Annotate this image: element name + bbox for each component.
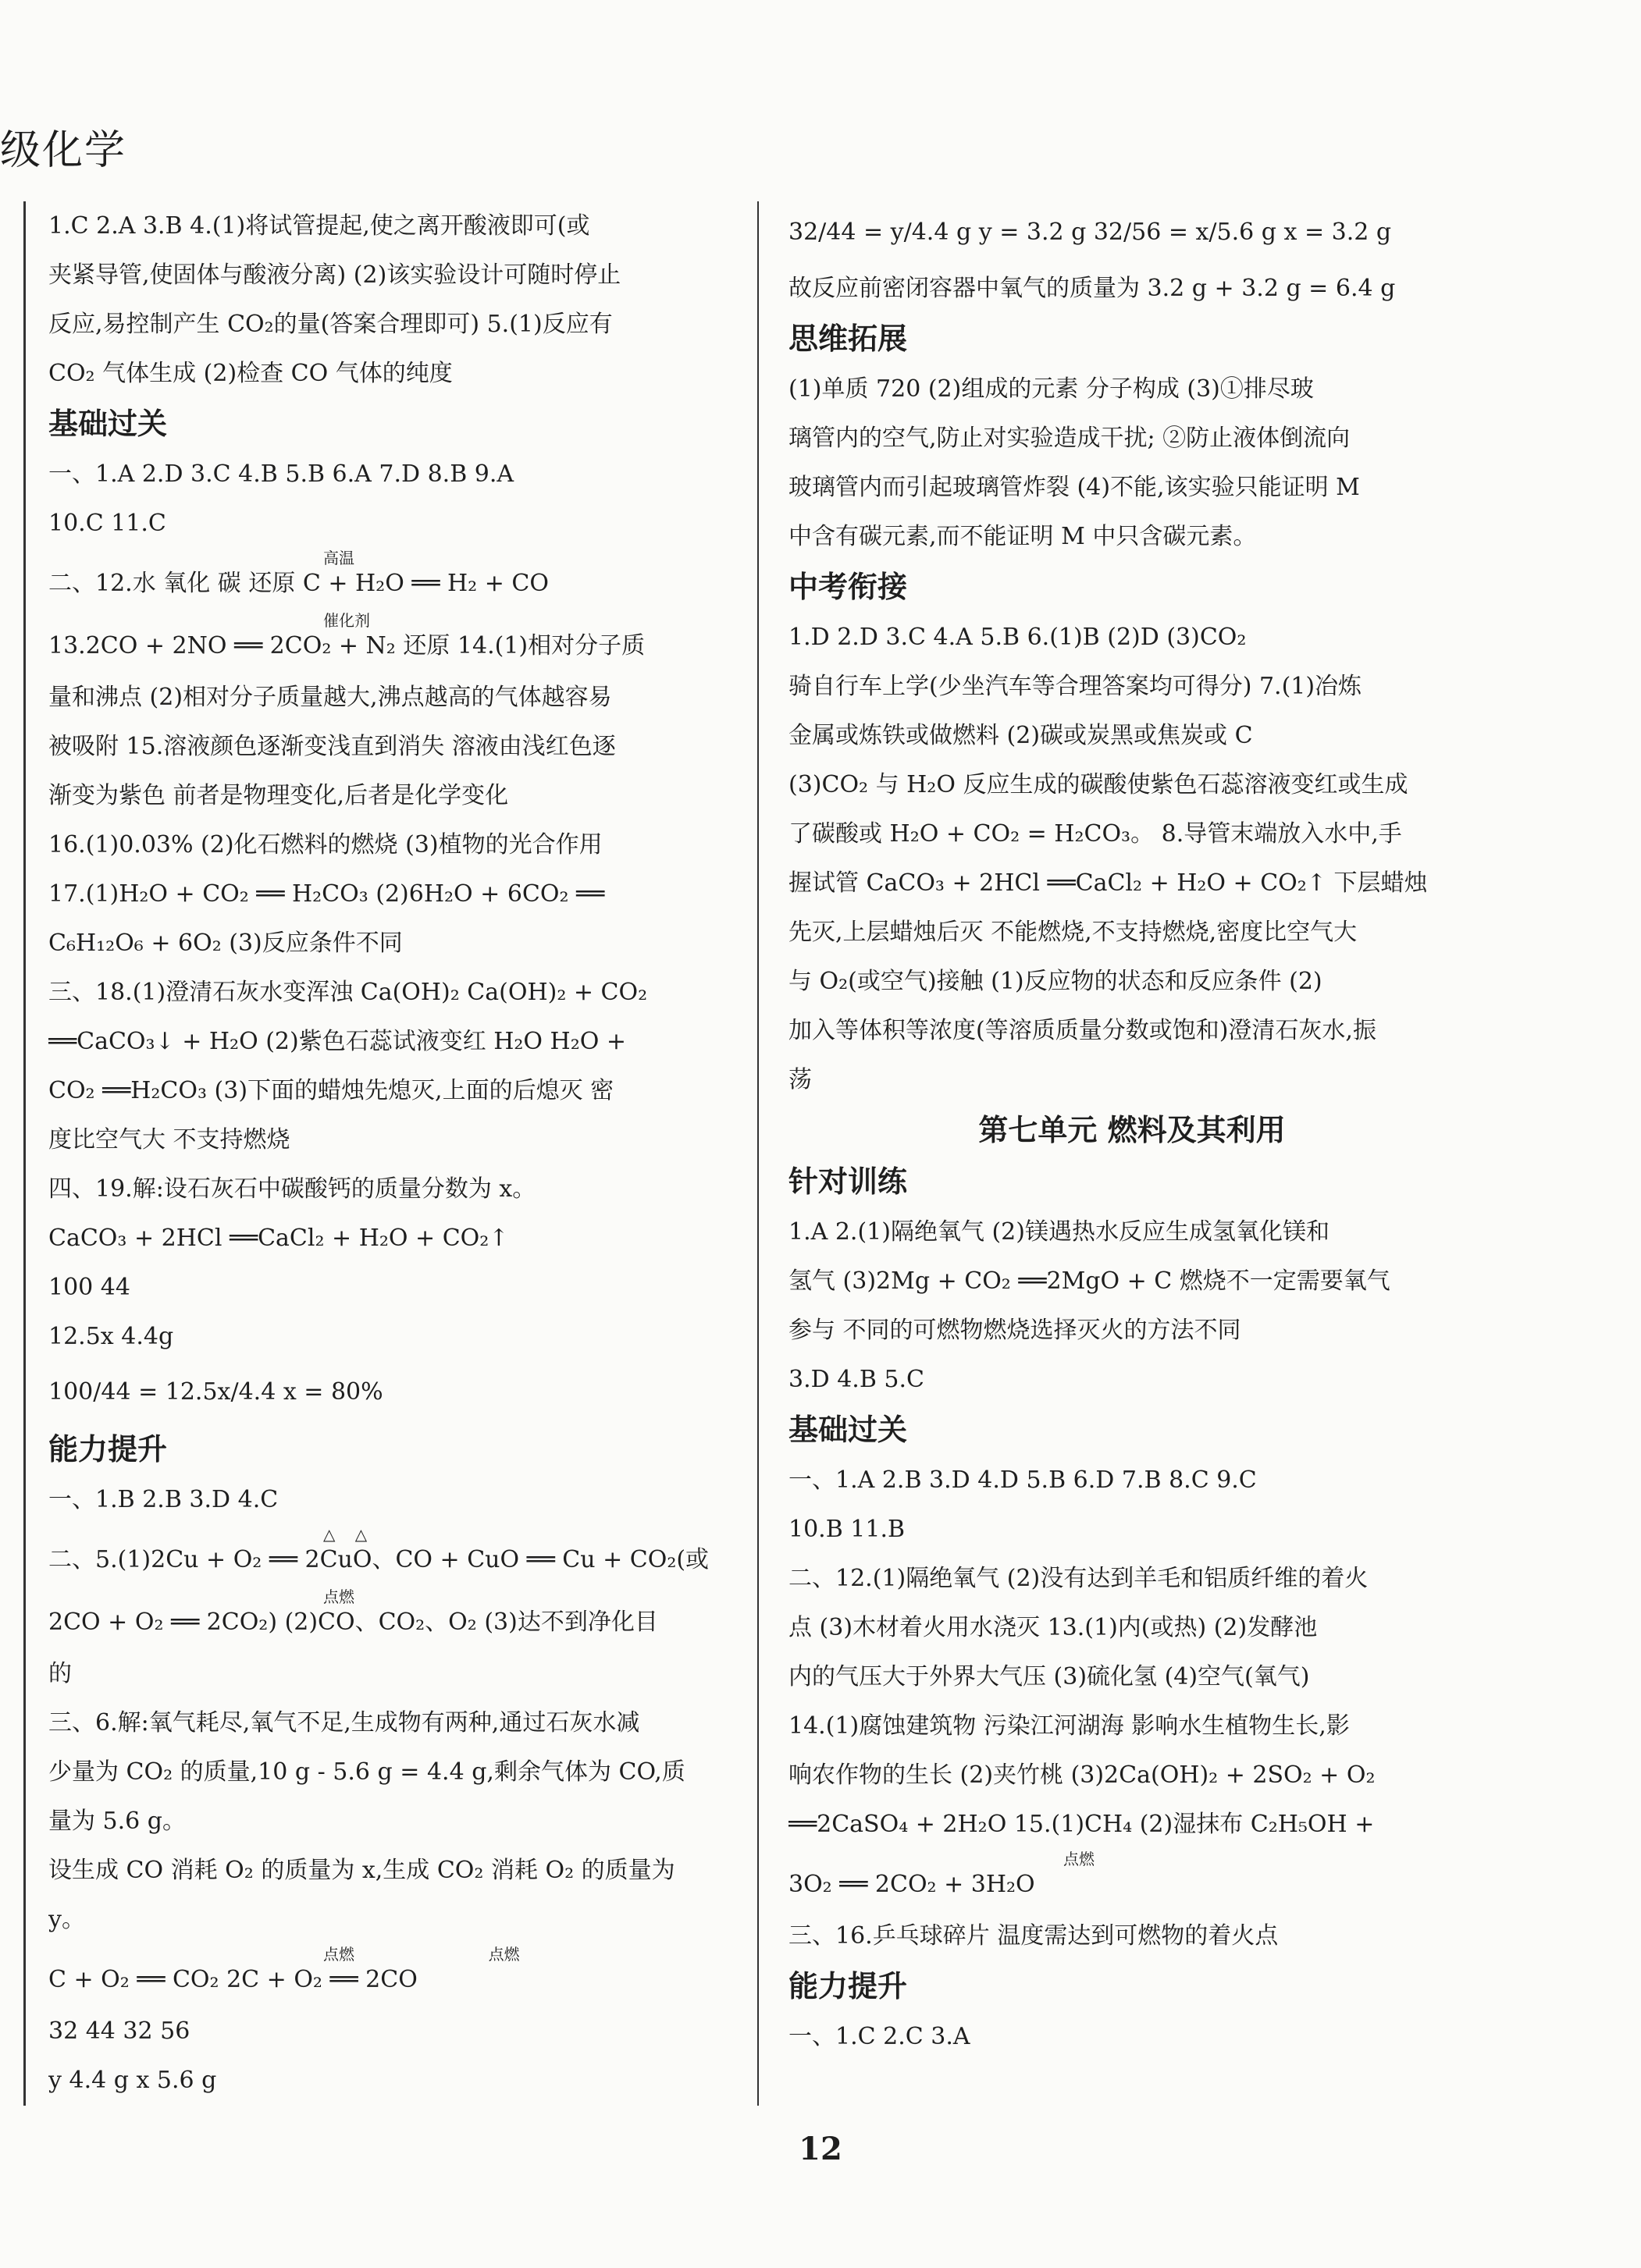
fraction-line: 32/44 = y/4.4 g y = 3.2 g 32/56 = x/5.6 g x = 3.2 g <box>788 219 1392 246</box>
left-column <box>48 201 735 2105</box>
answer-line: 一、1.A 2.B 3.D 4.D 5.B 6.D 7.B 8.C 9.C <box>788 1466 1257 1494</box>
section-heading: 基础过关 <box>788 1413 908 1447</box>
reaction-condition-label: 催化剂 <box>323 611 370 630</box>
answer-line: 1.A 2.(1)隔绝氧气 (2)镁遇热水反应生成氢氧化镁和 <box>788 1218 1330 1246</box>
answer-line: 三、6.解:氧气耗尽,氧气不足,生成物有两种,通过石灰水减 <box>48 1709 640 1737</box>
answer-line: 氢气 (3)2Mg + CO₂ ══2MgO + C 燃烧不一定需要氧气 <box>788 1267 1390 1295</box>
answer-line: 握试管 CaCO₃ + 2HCl ══CaCl₂ + H₂O + CO₂↑ 下层蜡烛 <box>788 869 1428 897</box>
reaction-condition-label: △ △ <box>323 1525 368 1544</box>
answer-line: y。 <box>48 1906 85 1933</box>
equation-line: 2CO + O₂ ══ 2CO₂) (2)CO、CO₂、O₂ (3)达不到净化目 点燃 <box>48 1587 658 1636</box>
answer-line: y 4.4 g x 5.6 g <box>48 2067 217 2094</box>
reaction-condition-label: 高温 <box>323 549 354 567</box>
fraction-line: 100/44 = 12.5x/4.4 x = 80% <box>48 1378 383 1406</box>
answer-line: 量为 5.6 g。 <box>48 1808 186 1835</box>
answer-line: 10.C 11.C <box>48 510 166 537</box>
section-heading: 思维拓展 <box>788 322 908 356</box>
answer-line: 加入等体积等浓度(等溶质质量分数或饱和)澄清石灰水,振 <box>788 1017 1376 1044</box>
answer-line: 被吸附 15.溶液颜色逐渐变浅直到消失 溶液由浅红色逐 <box>48 733 616 760</box>
answer-line: 一、1.C 2.C 3.A <box>788 2023 970 2050</box>
answer-line: CaCO₃ + 2HCl ══CaCl₂ + H₂O + CO₂↑ <box>48 1225 509 1252</box>
answer-line: 少量为 CO₂ 的质量,10 g - 5.6 g = 4.4 g,剩余气体为 CO,质 <box>48 1758 685 1786</box>
equation-line: 13.2CO + 2NO ══ 2CO₂ + N₂ 还原 14.(1)相对分子质 催化剂 <box>48 611 646 659</box>
answer-line: 骑自行车上学(少坐汽车等合理答案均可得分) 7.(1)冶炼 <box>788 673 1362 700</box>
answer-line: 先灭,上层蜡烛后灭 不能燃烧,不支持燃烧,密度比空气大 <box>788 919 1358 946</box>
answer-line: 10.B 11.B <box>788 1516 906 1543</box>
answer-line: 一、1.A 2.D 3.C 4.B 5.B 6.A 7.D 8.B 9.A <box>48 460 514 488</box>
answer-line: 参与 不同的可燃物燃烧选择灭火的方法不同 <box>788 1317 1241 1344</box>
answer-line: 1.D 2.D 3.C 4.A 5.B 6.(1)B (2)D (3)CO₂ <box>788 624 1247 651</box>
answer-line: 与 O₂(或空气)接触 (1)反应物的状态和反应条件 (2) <box>788 968 1322 995</box>
reaction-condition-label: 点燃 点燃 <box>323 1945 520 1964</box>
answer-line: 中含有碳元素,而不能证明 M 中只含碳元素。 <box>788 523 1257 550</box>
answer-line: 二、12.(1)隔绝氧气 (2)没有达到羊毛和铝质纤维的着火 <box>788 1565 1369 1592</box>
answer-line: 渐变为紫色 前者是物理变化,后者是化学变化 <box>48 782 509 809</box>
answer-line: 内的气压大于外界大气压 (3)硫化氢 (4)空气(氧气) <box>788 1663 1310 1690</box>
reaction-condition-label: 点燃 <box>1063 1850 1095 1868</box>
answer-line: 1.C 2.A 3.B 4.(1)将试管提起,使之离开酸液即可(或 <box>48 212 590 240</box>
answer-line: 一、1.B 2.B 3.D 4.C <box>48 1486 279 1513</box>
answer-line: 的 <box>48 1660 72 1687</box>
answer-line: 32 44 32 56 <box>48 2017 190 2045</box>
section-heading: 针对训练 <box>788 1164 908 1199</box>
section-heading: 能力提升 <box>788 1969 908 2003</box>
answer-line: ══2CaSO₄ + 2H₂O 15.(1)CH₄ (2)湿抹布 C₂H₅OH + <box>788 1811 1375 1838</box>
answer-line: (3)CO₂ 与 H₂O 反应生成的碳酸使紫色石蕊溶液变红或生成 <box>788 771 1408 798</box>
reaction-condition-label: 点燃 <box>323 1587 354 1606</box>
answer-line: CO₂ 气体生成 (2)检查 CO 气体的纯度 <box>48 360 453 387</box>
answer-line: ══CaCO₃↓ + H₂O (2)紫色石蕊试液变红 H₂O H₂O + <box>48 1028 627 1055</box>
section-heading: 能力提升 <box>48 1432 168 1466</box>
answer-line: 反应,易控制产生 CO₂的量(答案合理即可) 5.(1)反应有 <box>48 311 613 338</box>
answer-line: 17.(1)H₂O + CO₂ ══ H₂CO₃ (2)6H₂O + 6CO₂ ══ <box>48 880 605 908</box>
answer-line: 响农作物的生长 (2)夹竹桃 (3)2Ca(OH)₂ + 2SO₂ + O₂ <box>788 1761 1376 1789</box>
answer-line: 金属或炼铁或做燃料 (2)碳或炭黑或焦炭或 C <box>788 722 1253 749</box>
answer-line: 3.D 4.B 5.C <box>788 1366 924 1393</box>
left-margin-rule <box>23 201 26 2106</box>
answer-line: 四、19.解:设石灰石中碳酸钙的质量分数为 x。 <box>48 1175 536 1203</box>
answer-line: 夹紧导管,使固体与酸液分离) (2)该实验设计可随时停止 <box>48 261 621 289</box>
answer-line: C₆H₁₂O₆ + 6O₂ (3)反应条件不同 <box>48 930 403 957</box>
answer-line: CO₂ ══H₂CO₃ (3)下面的蜡烛先熄灭,上面的后熄灭 密 <box>48 1077 614 1104</box>
answer-line: 16.(1)0.03% (2)化石燃料的燃烧 (3)植物的光合作用 <box>48 831 603 858</box>
answer-line: 璃管内的空气,防止对实验造成干扰; ②防止液体倒流向 <box>788 425 1351 452</box>
answer-line: 三、16.乒乓球碎片 温度需达到可燃物的着火点 <box>788 1922 1279 1950</box>
section-heading: 中考衔接 <box>788 570 908 604</box>
answer-line: 量和沸点 (2)相对分子质量越大,沸点越高的气体越容易 <box>48 684 612 711</box>
unit-title: 第七单元 燃料及其利用 <box>978 1113 1286 1147</box>
answer-line: 了碳酸或 H₂O + CO₂ = H₂CO₃。 8.导管末端放入水中,手 <box>788 820 1402 848</box>
equation-line: 3O₂ ══ 2CO₂ + 3H₂O 点燃 <box>788 1850 1095 1898</box>
answer-line: 荡 <box>788 1066 812 1093</box>
equation-line: 二、12.水 氧化 碳 还原 C + H₂O ══ H₂ + CO 高温 <box>48 549 549 597</box>
equation-line: 二、5.(1)2Cu + O₂ ══ 2CuO、CO + CuO ══ Cu + CO₂(或 △ △ <box>48 1525 710 1573</box>
answer-line: 14.(1)腐蚀建筑物 污染江河湖海 影响水生植物生长,影 <box>788 1712 1350 1740</box>
column-divider-rule <box>757 201 759 2106</box>
page-header-title: 级化学 <box>0 127 127 174</box>
answer-line: 度比空气大 不支持燃烧 <box>48 1126 290 1154</box>
answer-line: 点 (3)木材着火用水浇灭 13.(1)内(或热) (2)发酵池 <box>788 1614 1318 1641</box>
answer-line: 12.5x 4.4g <box>48 1323 174 1350</box>
answer-line: 100 44 <box>48 1274 130 1301</box>
answer-line: 三、18.(1)澄清石灰水变浑浊 Ca(OH)₂ Ca(OH)₂ + CO₂ <box>48 979 648 1006</box>
section-heading: 基础过关 <box>48 407 168 441</box>
right-column <box>788 201 1475 2061</box>
answer-line: 故反应前密闭容器中氧气的质量为 3.2 g + 3.2 g = 6.4 g <box>788 275 1396 302</box>
equation-line: C + O₂ ══ CO₂ 2C + O₂ ══ 2CO 点燃 点燃 <box>48 1945 520 1993</box>
answer-line: 设生成 CO 消耗 O₂ 的质量为 x,生成 CO₂ 消耗 O₂ 的质量为 <box>48 1857 675 1884</box>
page-number: 12 <box>799 2131 842 2167</box>
answer-line: (1)单质 720 (2)组成的元素 分子构成 (3)①排尽玻 <box>788 375 1314 403</box>
answer-line: 玻璃管内而引起玻璃管炸裂 (4)不能,该实验只能证明 M <box>788 474 1360 501</box>
